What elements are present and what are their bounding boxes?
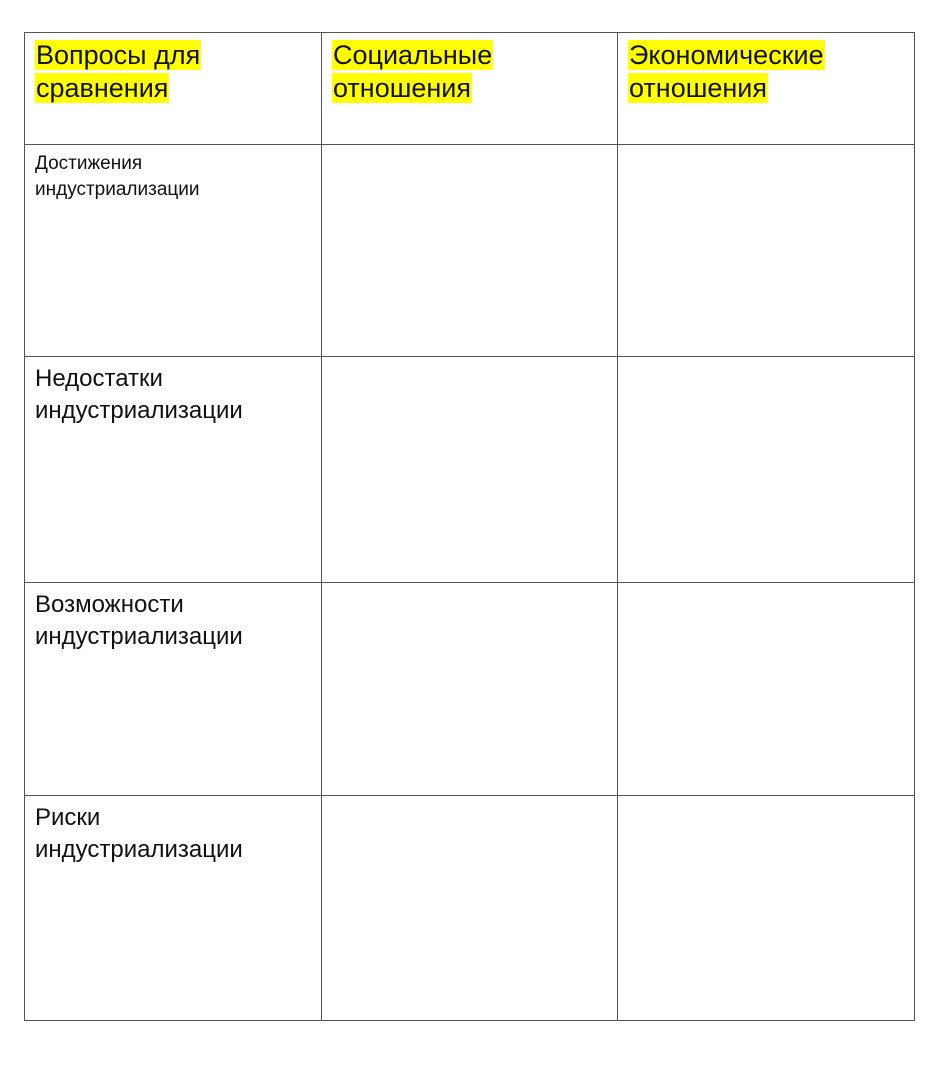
cell-social-risks[interactable] xyxy=(322,796,618,1021)
header-row xyxy=(25,33,915,145)
table-row xyxy=(25,583,915,796)
header-cell-social xyxy=(322,33,618,145)
cell-economic-achievements[interactable] xyxy=(618,145,915,357)
comparison-table xyxy=(24,32,915,1021)
cell-economic-opportunities[interactable] xyxy=(618,583,915,796)
row-label-risks: Риски индустриализации xyxy=(25,796,322,1021)
header-cell-economic xyxy=(618,33,915,145)
header-cell-questions xyxy=(25,33,322,145)
row-label-achievements: Достижения индустриализации xyxy=(25,145,322,357)
cell-economic-risks[interactable] xyxy=(618,796,915,1021)
cell-economic-drawbacks[interactable] xyxy=(618,357,915,583)
header-text-economic: Экономические отношения xyxy=(629,40,824,103)
cell-social-achievements[interactable] xyxy=(322,145,618,357)
cell-social-drawbacks[interactable] xyxy=(322,357,618,583)
row-label-opportunities: Возможности индустриализации xyxy=(25,583,322,796)
cell-social-opportunities[interactable] xyxy=(322,583,618,796)
table-row xyxy=(25,145,915,357)
header-text-questions: Вопросы для сравнения xyxy=(36,40,201,103)
table-row xyxy=(25,796,915,1021)
row-label-drawbacks: Недостатки индустриализации xyxy=(25,357,322,583)
header-text-social: Социальные отношения xyxy=(333,40,493,103)
table-row xyxy=(25,357,915,583)
